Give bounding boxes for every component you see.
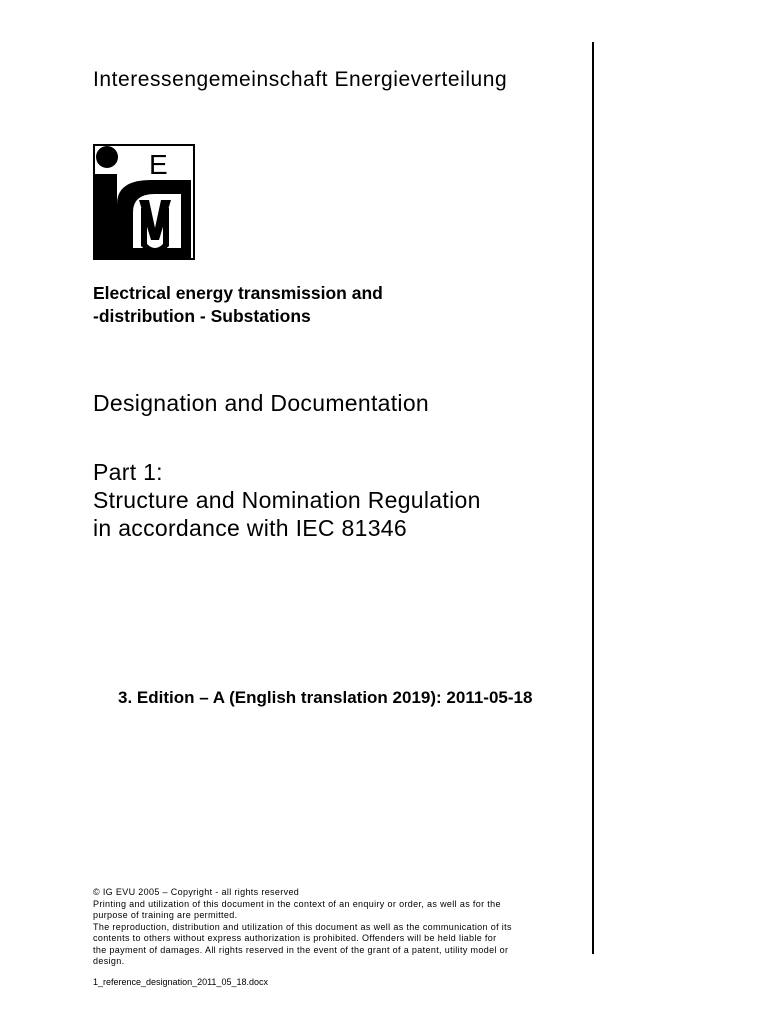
legal-line: purpose of training are permitted. <box>93 910 238 920</box>
file-name: 1_reference_designation_2011_05_18.docx <box>93 977 268 987</box>
copyright-line: © IG EVU 2005 – Copyright - all rights reserved <box>93 887 300 897</box>
part-line-3: in accordance with IEC 81346 <box>93 515 407 541</box>
margin-vertical-rule <box>592 42 594 954</box>
part-line-2: Structure and Nomination Regulation <box>93 487 481 513</box>
legal-line: contents to others without express authorization is prohibited. Offenders will be held liable for <box>93 933 497 943</box>
part-line-1: Part 1: <box>93 459 163 485</box>
legal-notice <box>93 887 593 968</box>
subtitle-line-1: Electrical energy transmission and <box>93 283 383 303</box>
ig-evu-logo <box>93 144 195 260</box>
legal-line: the payment of damages. All rights reserved in the event of the grant of a patent, utility model or <box>93 944 509 955</box>
document-subtitle <box>93 282 383 328</box>
part-title <box>93 458 481 542</box>
legal-line: Printing and utilization of this document in the context of an enquiry or order, as well as for the <box>93 898 501 909</box>
legal-line: The reproduction, distribution and utilization of this document as well as the communication of its <box>93 921 512 932</box>
legal-line: design. <box>93 956 125 966</box>
logo-i-dot <box>96 146 118 168</box>
edition-info: 3. Edition – A (English translation 2019): 2011-05-18 <box>118 688 533 707</box>
document-title: Designation and Documentation <box>93 390 430 416</box>
logo-letter-e: E <box>149 149 168 180</box>
subtitle-line-2: -distribution - Substations <box>93 306 311 326</box>
logo-i-stem <box>95 174 117 258</box>
organization-name: Interessengemeinschaft Energieverteilung <box>93 68 508 91</box>
